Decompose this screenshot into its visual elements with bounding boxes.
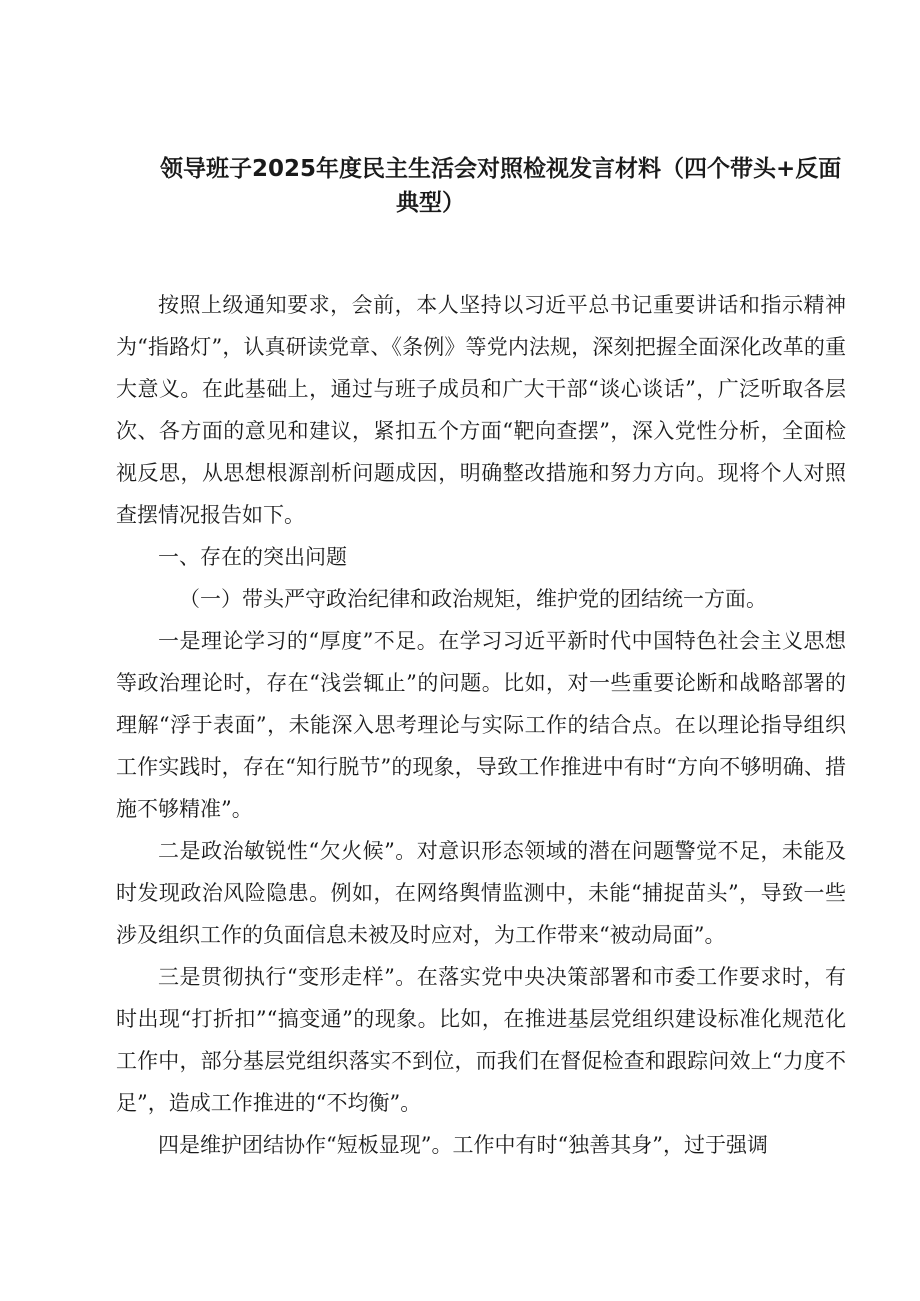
- subsection-1-heading: （一）带头严守政治纪律和政治规矩，维护党的团结统一方面。: [179, 587, 767, 611]
- paragraph-2: 二是政治敏锐性“欠火候”。对意识形态领域的潜在问题警觉不足，未能及时发现政治风险隐患。例如，在网络舆情监测中，未能“捕捉苗头”，导致一些涉及组织工作的负面信息未被及时应对，为工作带来“被动局面”。: [116, 839, 846, 947]
- title-line-2: 典型）: [396, 190, 465, 216]
- section-1-heading: 一、存在的突出问题: [158, 545, 347, 569]
- document-body: [116, 284, 846, 1166]
- intro-paragraph: 按照上级通知要求，会前，本人坚持以习近平总书记重要讲话和指示精神为“指路灯”，认真研读党章、《条例》等党内法规，深刻把握全面深化改革的重大意义。在此基础上，通过与班子成员和广大干部“谈心谈话”，广泛听取各层次、各方面的意见和建议，紧扣五个方面“靶向查摆”，深入党性分析，全面检视反思，从思想根源剖析问题成因，明确整改措施和努力方向。现将个人对照查摆情况报告如下。: [116, 293, 846, 527]
- paragraph-4: 四是维护团结协作“短板显现”。工作中有时“独善其身”，过于强调: [158, 1133, 768, 1157]
- document-title: [160, 152, 860, 220]
- paragraph-1: 一是理论学习的“厚度”不足。在学习习近平新时代中国特色社会主义思想等政治理论时，存在“浅尝辄止”的问题。比如，对一些重要论断和战略部署的理解“浮于表面”，未能深入思考理论与实际工作的结合点。在以理论指导组织工作实践时，存在“知行脱节”的现象，导致工作推进中有时“方向不够明确、措施不够精准”。: [116, 629, 846, 821]
- title-line-1: 领导班子2025年度民主生活会对照检视发言材料（四个带头+反面: [160, 156, 842, 182]
- paragraph-3: 三是贯彻执行“变形走样”。在落实党中央决策部署和市委工作要求时，有时出现“打折扣”“搞变通”的现象。比如，在推进基层党组织建设标准化规范化工作中，部分基层党组织落实不到位，而我们在督促检查和跟踪问效上“力度不足”，造成工作推进的“不均衡”。: [116, 965, 846, 1115]
